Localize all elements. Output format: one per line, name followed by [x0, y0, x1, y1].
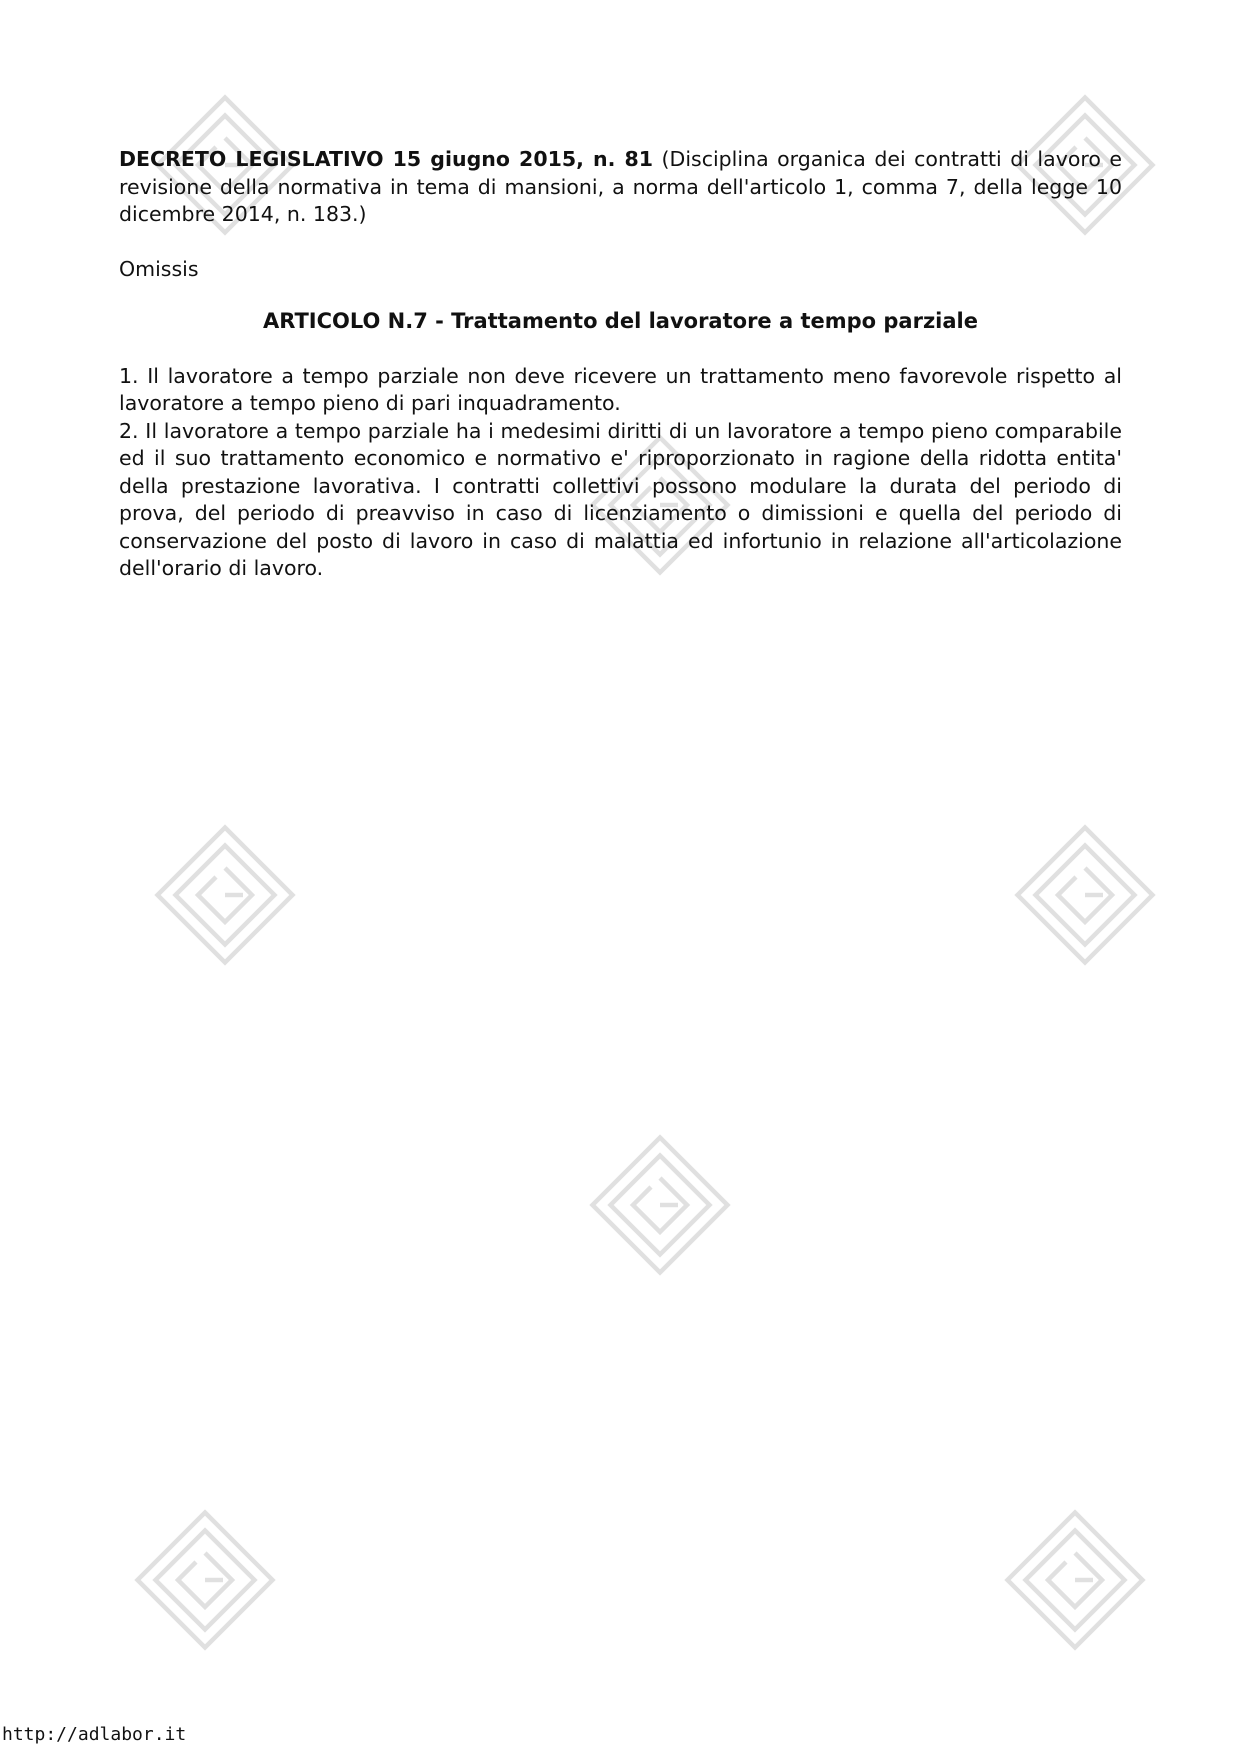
article-paragraph-1: 1. Il lavoratore a tempo parziale non deve ricevere un trattamento meno favorevole rispetto al lavoratore a tempo pieno di pari inquadramento. [119, 363, 1122, 415]
watermark-logo-icon [585, 1130, 735, 1280]
article-heading: ARTICOLO N.7 - Trattamento del lavoratore a tempo parziale [262, 309, 978, 333]
decree-title: DECRETO LEGISLATIVO 15 giugno 2015, n. 81 [119, 147, 654, 171]
decree-description: (Disciplina organica dei contratti di lavoro e revisione della normativa in tema di mansioni, a norma dell'articolo 1, comma 7, della legge 10 dicembre 2014, n. 183.) [119, 147, 1122, 226]
article-paragraph-2: 2. Il lavoratore a tempo parziale ha i medesimi diritti di un lavoratore a tempo pieno comparabile ed il suo trattamento economico e normativo e' riproporzionato in ragione della ridotta entita' della prestazione lavorativa. I contratti collettivi possono modulare la durata del periodo di prova, del periodo di preavviso in caso di licenziamento o dimissioni e quella del periodo di conservazione del posto di lavoro in caso di malattia ed infortunio in relazione all'articolazione dell'orario di lavoro. [119, 418, 1122, 580]
footer-url: http://adlabor.it [2, 1724, 187, 1745]
watermark-logo-icon [1000, 1505, 1150, 1655]
watermark-logo-icon [130, 1505, 280, 1655]
watermark-logo-icon [1010, 820, 1160, 970]
decree-title-paragraph [119, 146, 1122, 229]
omissis-note: Omissis [119, 256, 199, 281]
watermark-logo-icon [150, 820, 300, 970]
document-body [119, 146, 1122, 583]
